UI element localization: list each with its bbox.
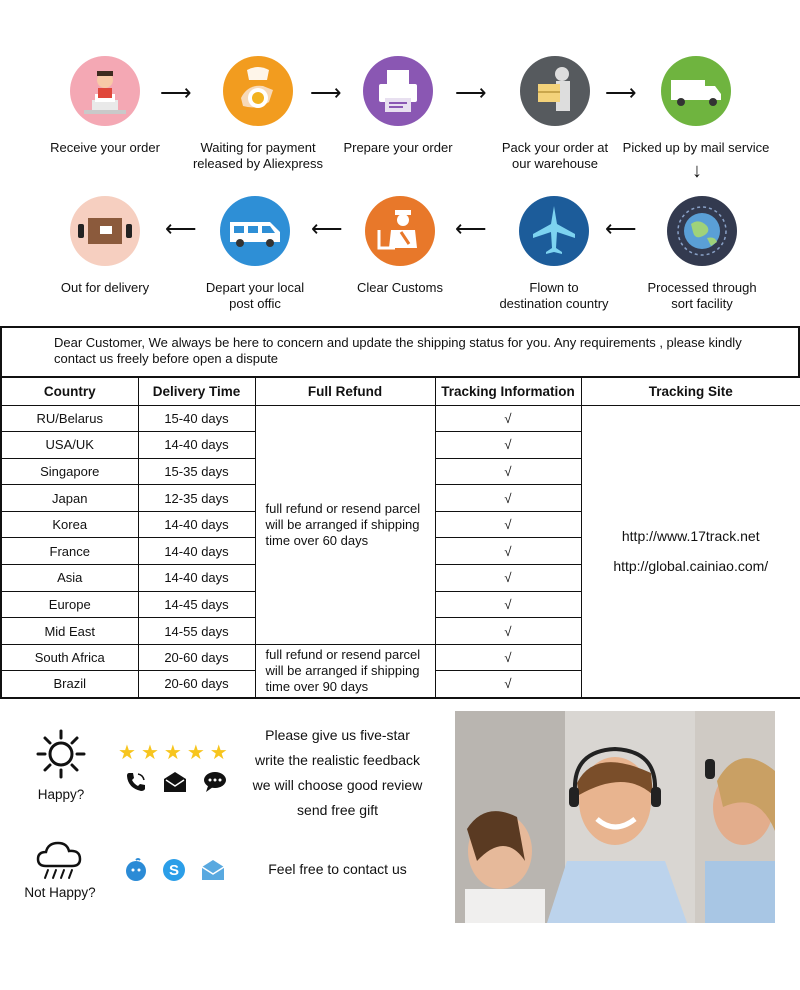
- step-label: Waiting for payment released by Aliexpress: [192, 140, 324, 171]
- country-cell: Singapore: [1, 458, 138, 485]
- star-icon: ★: [140, 742, 159, 764]
- sun-icon: [35, 728, 87, 780]
- time-cell: 14-40 days: [138, 565, 255, 592]
- header-delivery-time: Delivery Time: [138, 377, 255, 405]
- down-arrow-icon: ↓: [692, 160, 702, 182]
- country-cell: USA/UK: [1, 432, 138, 459]
- step-label: Out for delivery: [60, 280, 150, 295]
- five-star-rating: [118, 740, 228, 765]
- country-cell: RU/Belarus: [1, 405, 138, 432]
- unhappy-contact-icons: [124, 858, 226, 882]
- customer-notice: [0, 326, 800, 376]
- refund-60-cell: full refund or resend parcel will be arranged if shipping time over 60 days: [255, 405, 435, 644]
- skype-icon[interactable]: [162, 858, 186, 882]
- time-cell: 15-35 days: [138, 458, 255, 485]
- step-label: Flown to destination country: [499, 280, 609, 311]
- tracking-check-cell: √: [435, 485, 581, 512]
- country-cell: Brazil: [1, 671, 138, 698]
- step-label: Prepare your order: [343, 140, 453, 155]
- step-flown-destination: [479, 196, 629, 312]
- step-prepare-order: [323, 56, 473, 156]
- country-cell: France: [1, 538, 138, 565]
- package-person-icon: [520, 56, 590, 126]
- tracking-check-cell: √: [435, 644, 581, 671]
- step-waiting-payment: [183, 56, 333, 172]
- country-cell: South Africa: [1, 644, 138, 671]
- step-label: Clear Customs: [357, 280, 443, 295]
- left-arrow-icon: ⟵: [455, 216, 487, 241]
- truck-icon: [661, 56, 731, 126]
- star-icon: ★: [209, 742, 228, 764]
- not-happy-label: Not Happy?: [24, 885, 96, 900]
- refund-90-cell: full refund or resend parcel will be arranged if shipping time over 90 days: [255, 644, 435, 697]
- country-cell: Japan: [1, 485, 138, 512]
- parcel-box-icon: [70, 196, 140, 266]
- country-cell: Europe: [1, 591, 138, 618]
- step-label: Receive your order: [50, 140, 160, 155]
- receptionist-icon: [70, 56, 140, 126]
- step-sort-facility: [627, 196, 777, 312]
- header-full-refund: Full Refund: [255, 377, 435, 405]
- step-pack-order: [480, 56, 630, 172]
- header-tracking-site: Tracking Site: [581, 377, 800, 405]
- notice-line-1: Dear Customer, We always be here to concern and update the shipping status for you. Any requirements , please kindly: [54, 335, 742, 350]
- happy-block: [28, 728, 94, 802]
- customer-service-photo: [455, 711, 775, 923]
- right-arrow-icon: ⟶: [160, 80, 192, 105]
- table-row: [1, 405, 800, 432]
- star-icon: ★: [118, 742, 136, 764]
- tracking-check-cell: √: [435, 405, 581, 432]
- step-picked-up: [621, 56, 771, 156]
- time-cell: 20-60 days: [138, 644, 255, 671]
- chat-bubble-icon[interactable]: [202, 770, 228, 794]
- svg-text:S: S: [168, 862, 180, 879]
- left-arrow-icon: ⟵: [165, 216, 197, 241]
- shipping-table: [0, 376, 800, 699]
- phone-icon[interactable]: [124, 770, 148, 794]
- tracking-check-cell: √: [435, 671, 581, 698]
- step-clear-customs: [325, 196, 475, 296]
- five-star-message: Please give us five-star write the realistic feedback we will choose good review send free gift: [252, 727, 423, 818]
- step-label: Pack your order at our warehouse: [501, 140, 609, 171]
- globe-icon: [667, 196, 737, 266]
- rain-cloud-icon: [34, 838, 86, 882]
- customs-officer-icon: [365, 196, 435, 266]
- van-icon: [220, 196, 290, 266]
- tracking-check-cell: √: [435, 432, 581, 459]
- header-country: Country: [1, 377, 138, 405]
- happy-label: Happy?: [37, 787, 85, 802]
- tracking-sites-cell: [581, 405, 800, 698]
- tracking-check-cell: √: [435, 565, 581, 592]
- country-cell: Asia: [1, 565, 138, 592]
- tracking-check-cell: √: [435, 458, 581, 485]
- step-label: Picked up by mail service: [622, 140, 770, 155]
- time-cell: 14-40 days: [138, 511, 255, 538]
- right-arrow-icon: ⟶: [605, 80, 637, 105]
- tracking-site-link[interactable]: http://www.17track.net: [621, 528, 760, 545]
- not-happy-block: [18, 838, 102, 900]
- time-cell: 14-55 days: [138, 618, 255, 645]
- tracking-site-link[interactable]: http://global.cainiao.com/: [613, 558, 769, 575]
- left-arrow-icon: ⟵: [311, 216, 343, 241]
- time-cell: 20-60 days: [138, 671, 255, 698]
- time-cell: 14-45 days: [138, 591, 255, 618]
- time-cell: 14-40 days: [138, 432, 255, 459]
- step-label: Processed through sort facility: [647, 280, 757, 311]
- table-header-row: [1, 377, 800, 405]
- tracking-check-cell: √: [435, 511, 581, 538]
- step-depart-post-office: [180, 196, 330, 312]
- step-out-for-delivery: [30, 196, 180, 296]
- header-tracking-information: Tracking Information: [435, 377, 581, 405]
- tracking-check-cell: √: [435, 618, 581, 645]
- country-cell: Mid East: [1, 618, 138, 645]
- airplane-icon: [519, 196, 589, 266]
- right-arrow-icon: ⟶: [310, 80, 342, 105]
- time-cell: 14-40 days: [138, 538, 255, 565]
- left-arrow-icon: ⟵: [605, 216, 637, 241]
- time-cell: 12-35 days: [138, 485, 255, 512]
- notice-line-2: contact us freely before open a dispute: [54, 351, 279, 366]
- right-arrow-icon: ⟶: [455, 80, 487, 105]
- happy-contact-icons: [124, 770, 228, 794]
- time-cell: 15-40 days: [138, 405, 255, 432]
- printer-icon: [363, 56, 433, 126]
- step-label: Depart your local post offic: [205, 280, 305, 311]
- country-cell: Korea: [1, 511, 138, 538]
- star-icon: ★: [163, 742, 182, 764]
- tracking-check-cell: √: [435, 538, 581, 565]
- contact-message: Feel free to contact us: [268, 861, 407, 877]
- payment-hand-icon: [223, 56, 293, 126]
- tracking-check-cell: √: [435, 591, 581, 618]
- envelope-icon[interactable]: [162, 770, 188, 794]
- star-icon: ★: [186, 742, 205, 764]
- messenger-icon[interactable]: [124, 858, 148, 882]
- email-icon[interactable]: [200, 858, 226, 882]
- step-receive-order: [30, 56, 180, 156]
